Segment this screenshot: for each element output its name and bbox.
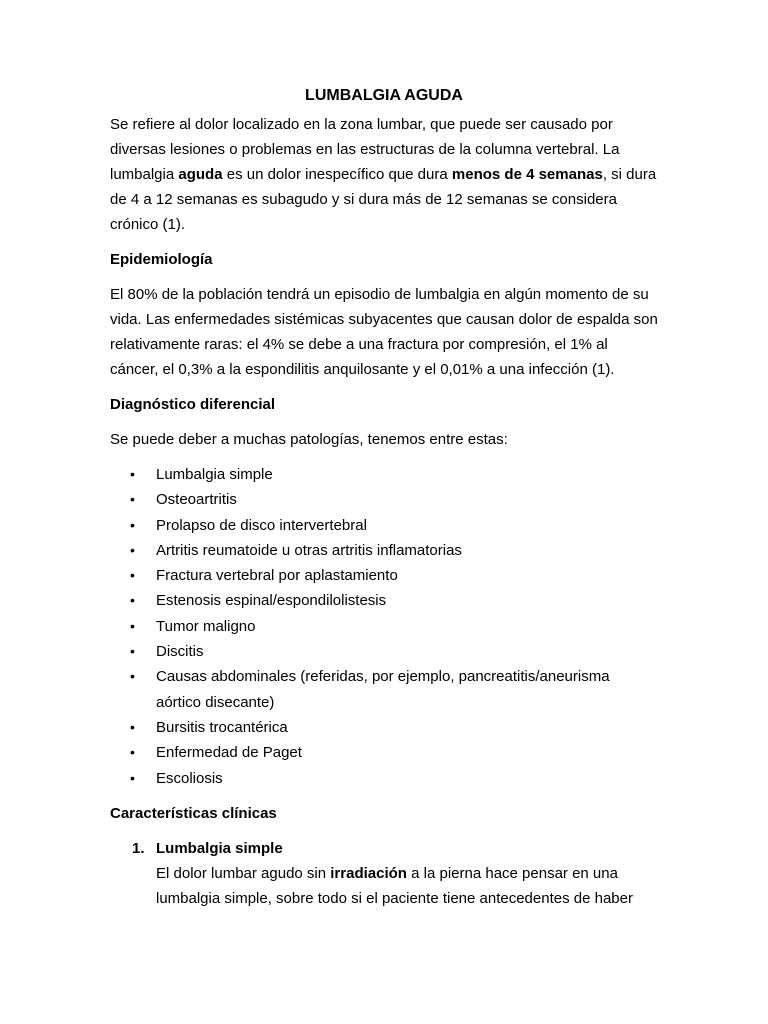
list-item-text: Discitis xyxy=(156,643,204,661)
intro-paragraph xyxy=(110,112,658,237)
bullet-icon: • xyxy=(130,466,135,482)
caracteristicas-heading: Características clínicas xyxy=(110,804,277,822)
list-item xyxy=(110,766,658,791)
list-item xyxy=(110,715,658,740)
intro-bold-duration: menos de 4 semanas xyxy=(451,166,603,183)
list-item xyxy=(110,664,658,715)
bullet-icon: • xyxy=(130,541,135,558)
intro-text-1: Se refiere al dolor localizado en la zona lumbar, que puede ser causado por diversas lesiones o problemas en las estructuras de la columna vertebral. La lumbalgia xyxy=(110,116,620,183)
document-title: LUMBALGIA AGUDA xyxy=(305,87,463,104)
epidemiologia-paragraph: El 80% de la población tendrá un episodio de lumbalgia en algún momento de su vida. Las enfermedades sistémicas subyacentes que causan dolor de espalda son relativamente raras: el 4% se debe a una fractura por compresión, el 1% al cáncer, el 0,3% a la espondilitis anquilosante y el 0,01% a una infección (1). xyxy=(110,286,658,378)
intro-text-2: es un dolor inespecífico que dura xyxy=(222,166,452,183)
list-item-text: Osteoartritis xyxy=(156,491,237,509)
bullet-icon: • xyxy=(130,491,135,508)
bullet-icon: • xyxy=(130,718,135,735)
bullet-icon: • xyxy=(130,567,135,584)
list-item xyxy=(110,487,658,512)
intro-bold-aguda: aguda xyxy=(178,166,223,183)
diagnostico-list xyxy=(110,462,658,791)
list-item xyxy=(110,836,658,911)
bullet-icon: • xyxy=(130,668,135,685)
list-item xyxy=(110,462,658,487)
list-item-text: Escoliosis xyxy=(156,769,223,787)
list-item-title: Lumbalgia simple xyxy=(156,839,283,857)
list-item xyxy=(110,538,658,563)
caracteristicas-list xyxy=(110,836,658,911)
diagnostico-heading: Diagnóstico diferencial xyxy=(110,396,276,413)
bullet-icon: • xyxy=(130,592,135,609)
list-item-text: Fractura vertebral por aplastamiento xyxy=(156,567,398,585)
bullet-icon: • xyxy=(130,643,135,660)
list-item-text-2: a la pierna hace pensar en una lumbalgia simple, sobre todo si el paciente tiene antecedentes de haber xyxy=(156,864,633,907)
list-item-text: Estenosis espinal/espondilolistesis xyxy=(156,592,387,610)
list-item-text: Artritis reumatoide u otras artritis inflamatorias xyxy=(156,541,462,559)
list-item xyxy=(110,563,658,588)
list-item-text: Bursitis trocantérica xyxy=(156,718,288,736)
bullet-icon: • xyxy=(130,617,135,634)
list-item-text: Prolapso de disco intervertebral xyxy=(156,516,367,534)
list-item-text: Lumbalgia simple xyxy=(156,466,273,483)
list-item xyxy=(110,588,658,613)
bullet-icon: • xyxy=(130,516,135,533)
diagnostico-intro: Se puede deber a muchas patologías, tenemos entre estas: xyxy=(110,431,508,448)
intro-text-3: , si dura de 4 a 12 semanas es subagudo y si dura más de 12 semanas se considera crónico (1). xyxy=(110,166,657,233)
bullet-icon: • xyxy=(130,744,135,761)
list-item xyxy=(110,639,658,664)
list-item xyxy=(110,740,658,765)
list-item-text-1: El dolor lumbar agudo sin xyxy=(156,864,331,882)
document-page xyxy=(110,86,658,911)
epidemiologia-heading: Epidemiología xyxy=(110,251,213,268)
list-item-text: Tumor maligno xyxy=(156,617,256,635)
list-item xyxy=(110,614,658,639)
list-item-text: Enfermedad de Paget xyxy=(156,744,302,762)
list-item-number: 1. xyxy=(132,839,145,857)
list-item-text: Causas abdominales (referidas, por ejemplo, pancreatitis/aneurisma aórtico disecante) xyxy=(156,668,610,711)
list-item xyxy=(110,513,658,538)
bullet-icon: • xyxy=(130,769,135,786)
list-item-bold-irradiacion: irradiación xyxy=(330,864,407,882)
